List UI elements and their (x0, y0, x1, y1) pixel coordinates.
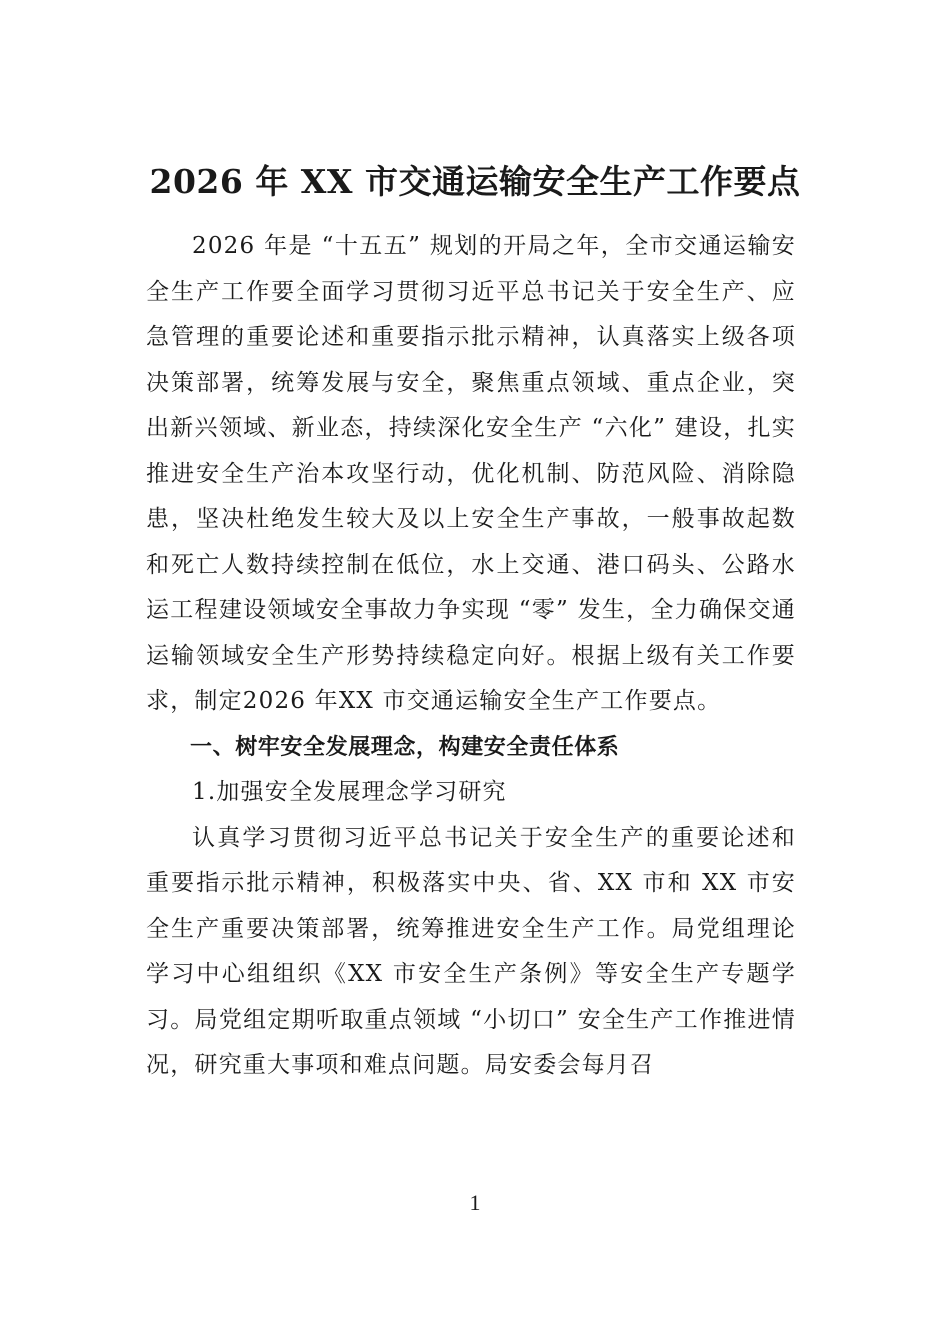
subsection-1-paragraph: 认真学习贯彻习近平总书记关于安全生产的重要论述和重要指示批示精神，积极落实中央、省、XX 市和 XX 市安全生产重要决策部署，统筹推进安全生产工作。局党组理论学习中心组组织《XX 市安全生产条例》等安全生产专题学习。局党组定期听取重点领域 “小切口” 安全生产工作推进情况，研究重大事项和难点问题。局安委会每月召 (146, 824, 796, 1078)
section-heading-1: 一、树牢安全发展理念，构建安全责任体系 (190, 734, 620, 760)
document-title: 2026 年 XX 市交通运输安全生产工作要点 (149, 162, 801, 201)
intro-paragraph: 2026 年是 “十五五” 规划的开局之年，全市交通运输安全生产工作要全面学习贯彻习近平总书记关于安全生产、应急管理的重要论述和重要指示批示精神，认真落实上级各项决策部署，统筹发展与安全，聚焦重点领域、重点企业，突出新兴领域、新业态，持续深化安全生产 “六化” 建设，扎实推进安全生产治本攻坚行动，优化机制、防范风险、消除隐患，坚决杜绝发生较大及以上安全生产事故，一般事故起数和死亡人数持续控制在低位，水上交通、港口码头、公路水运工程建设领域安全事故力争实现 “零” 发生，全力确保交通运输领域安全生产形势持续稳定向好。根据上级有关工作要求，制定2026 年XX 市交通运输安全生产工作要点。 (146, 233, 796, 714)
page-number: 1 (469, 1190, 481, 1215)
document-body (146, 224, 796, 1089)
subsection-heading-1: 1.加强安全发展理念学习研究 (192, 779, 507, 805)
